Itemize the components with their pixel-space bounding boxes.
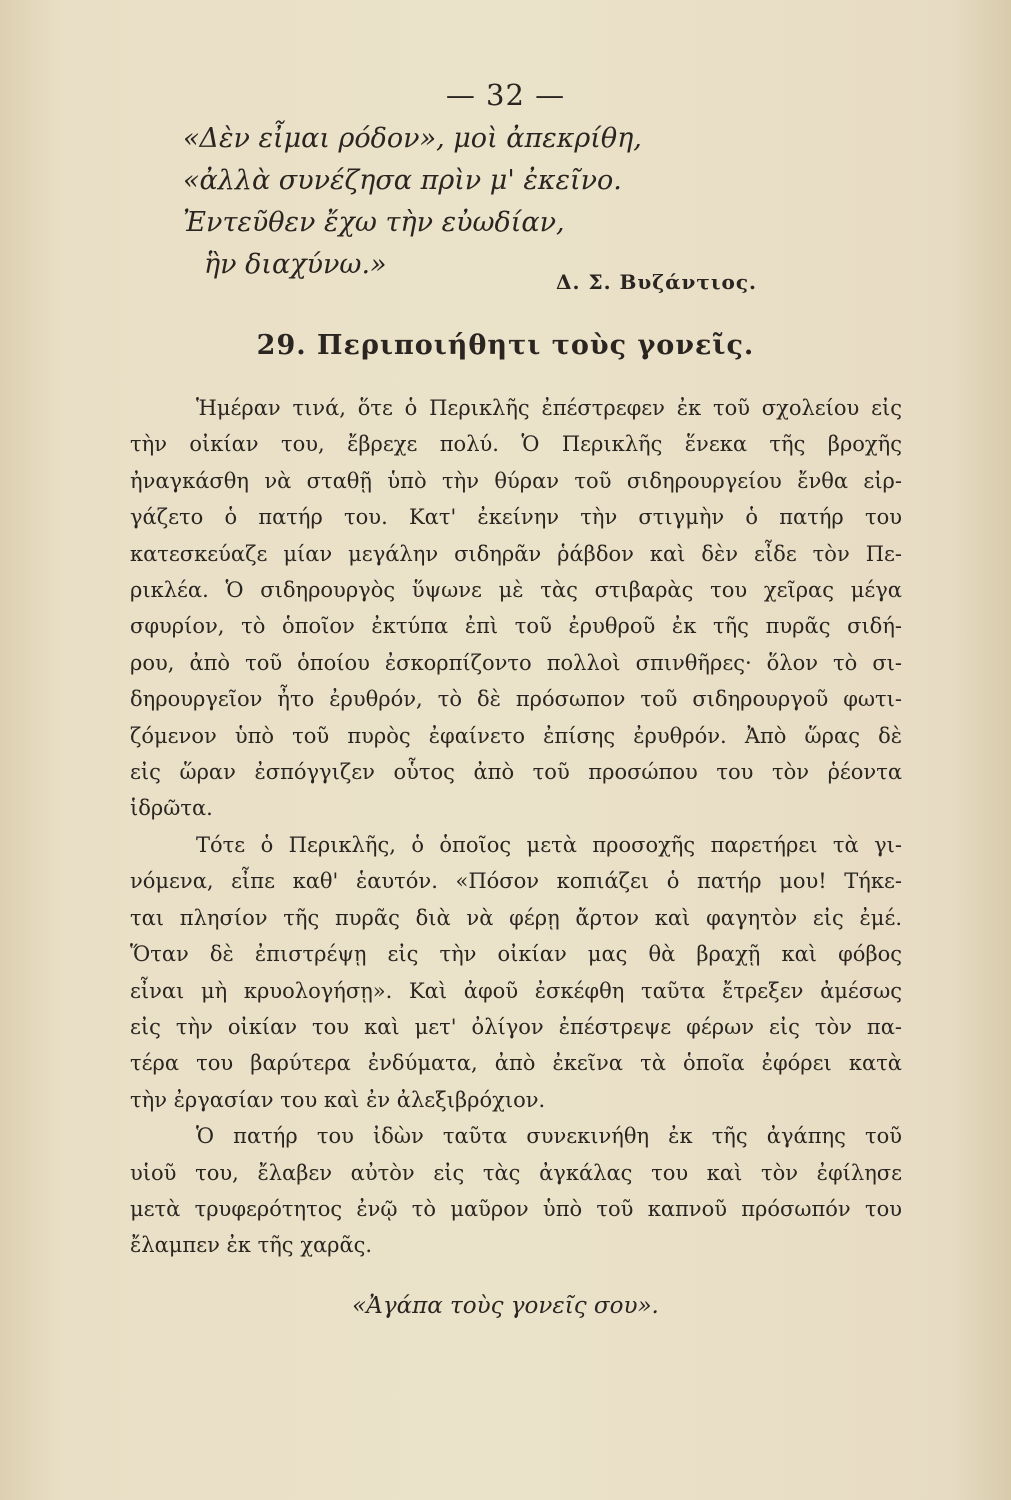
text-line: ἠναγκάσθη νὰ σταθῇ ὑπὸ τὴν θύραν τοῦ σιδηρουργείου ἔνθα εἰρ- xyxy=(130,468,902,493)
text-line: τὴν ἐργασίαν του καὶ ἐν ἀλεξιβρόχιον. xyxy=(130,1087,546,1112)
poem-line: «ἀλλὰ συνέζησα πρὶν μ' ἐκεῖνο. xyxy=(183,165,622,196)
poem-block xyxy=(183,118,823,286)
text-line: σφυρίον, τὸ ὁποῖον ἐκτύπα ἐπὶ τοῦ ἐρυθροῦ ἐκ τῆς πυρᾶς σιδή- xyxy=(130,614,902,639)
text-line: ἱδρῶτα. xyxy=(130,796,213,821)
text-line: Ὁ πατήρ του ἰδὼν ταῦτα συνεκινήθη ἐκ τῆς ἀγάπης τοῦ xyxy=(196,1124,902,1149)
text-line: ἔλαμπεν ἐκ τῆς χαρᾶς. xyxy=(130,1233,373,1258)
text-line: Ὅταν δὲ ἐπιστρέψῃ εἰς τὴν οἰκίαν μας θὰ βραχῇ καὶ φόβος xyxy=(130,942,902,967)
moral-line: «Ἀγάπα τοὺς γονεῖς σου». xyxy=(352,1293,659,1319)
text-line: εἰς τὴν οἰκίαν του καὶ μετ' ὀλίγον ἐπέστρεψε φέρων εἰς τὸν πα- xyxy=(130,1014,902,1039)
text-line: δηρουργεῖον ἦτο ἐρυθρόν, τὸ δὲ πρόσωπον τοῦ σιδηρουργοῦ φωτι- xyxy=(130,687,902,712)
text-line: ζόμενον ὑπὸ τοῦ πυρὸς ἐφαίνετο ἐπίσης ἐρυθρόν. Ἀπὸ ὥρας δὲ xyxy=(130,723,902,748)
text-line: νόμενα, εἶπε καθ' ἑαυτόν. «Πόσον κοπιάζει ὁ πατήρ μου! Τήκε- xyxy=(130,869,902,894)
text-line: εἰς ὥραν ἐσπόγγιζεν οὗτος ἀπὸ τοῦ προσώπου του τὸν ῥέοντα xyxy=(130,760,902,785)
page-number: — 32 — xyxy=(445,78,566,112)
text-line: κατεσκεύαζε μίαν μεγάλην σιδηρᾶν ῥάβδον καὶ δὲν εἶδε τὸν Πε- xyxy=(130,541,902,566)
text-line: τὴν οἰκίαν του, ἔβρεχε πολύ. Ὁ Περικλῆς ἕνεκα τῆς βροχῆς xyxy=(130,432,902,457)
poem-author: Δ. Σ. Βυζάντιος. xyxy=(556,270,758,294)
text-line: υἱοῦ του, ἔλαβεν αὐτὸν εἰς τὰς ἀγκάλας του καὶ τὸν ἐφίλησε xyxy=(130,1160,902,1185)
text-line: ρικλέα. Ὁ σιδηρουργὸς ὕψωνε μὲ τὰς στιβαρὰς του χεῖρας μέγα xyxy=(130,578,902,603)
text-line: μετὰ τρυφερότητος ἐνῷ τὸ μαῦρον ὑπὸ τοῦ καπνοῦ πρόσωπόν του xyxy=(130,1196,902,1221)
text-line: εἶναι μὴ κρυολογήσῃ». Καὶ ἀφοῦ ἐσκέφθη ταῦτα ἔτρεξεν ἀμέσως xyxy=(130,978,902,1003)
paragraph-2 xyxy=(130,827,902,1118)
text-line: ρου, ἀπὸ τοῦ ὁποίου ἐσκορπίζοντο πολλοὶ σπινθῆρες· ὅλον τὸ σι- xyxy=(130,650,902,675)
poem-line: «Δὲν εἶμαι ρόδον», μοὶ ἀπεκρίθη, xyxy=(183,123,642,154)
story-text xyxy=(130,390,902,1264)
section-title: 29. Περιποιήθητι τοὺς γονεῖς. xyxy=(256,330,755,361)
paragraph-1 xyxy=(130,390,902,827)
poem-line: Ἐντεῦθεν ἔχω τὴν εὐωδίαν, xyxy=(183,207,565,238)
paragraph-3 xyxy=(130,1118,902,1264)
text-line: τέρα του βαρύτερα ἐνδύματα, ἀπὸ ἐκεῖνα τὰ ὁποῖα ἐφόρει κατὰ xyxy=(130,1051,902,1076)
text-line: Τότε ὁ Περικλῆς, ὁ ὁποῖος μετὰ προσοχῆς παρετήρει τὰ γι- xyxy=(196,832,902,857)
text-line: Ἡμέραν τινά, ὅτε ὁ Περικλῆς ἐπέστρεφεν ἐκ τοῦ σχολείου εἰς xyxy=(196,396,902,420)
poem-line: ἣν διαχύνω.» xyxy=(204,249,387,280)
text-line: γάζετο ὁ πατήρ του. Κατ' ἐκείνην τὴν στιγμὴν ὁ πατήρ του xyxy=(130,505,902,530)
text-line: ται πλησίον τῆς πυρᾶς διὰ νὰ φέρῃ ἄρτον καὶ φαγητὸν εἰς ἐμέ. xyxy=(130,905,902,930)
